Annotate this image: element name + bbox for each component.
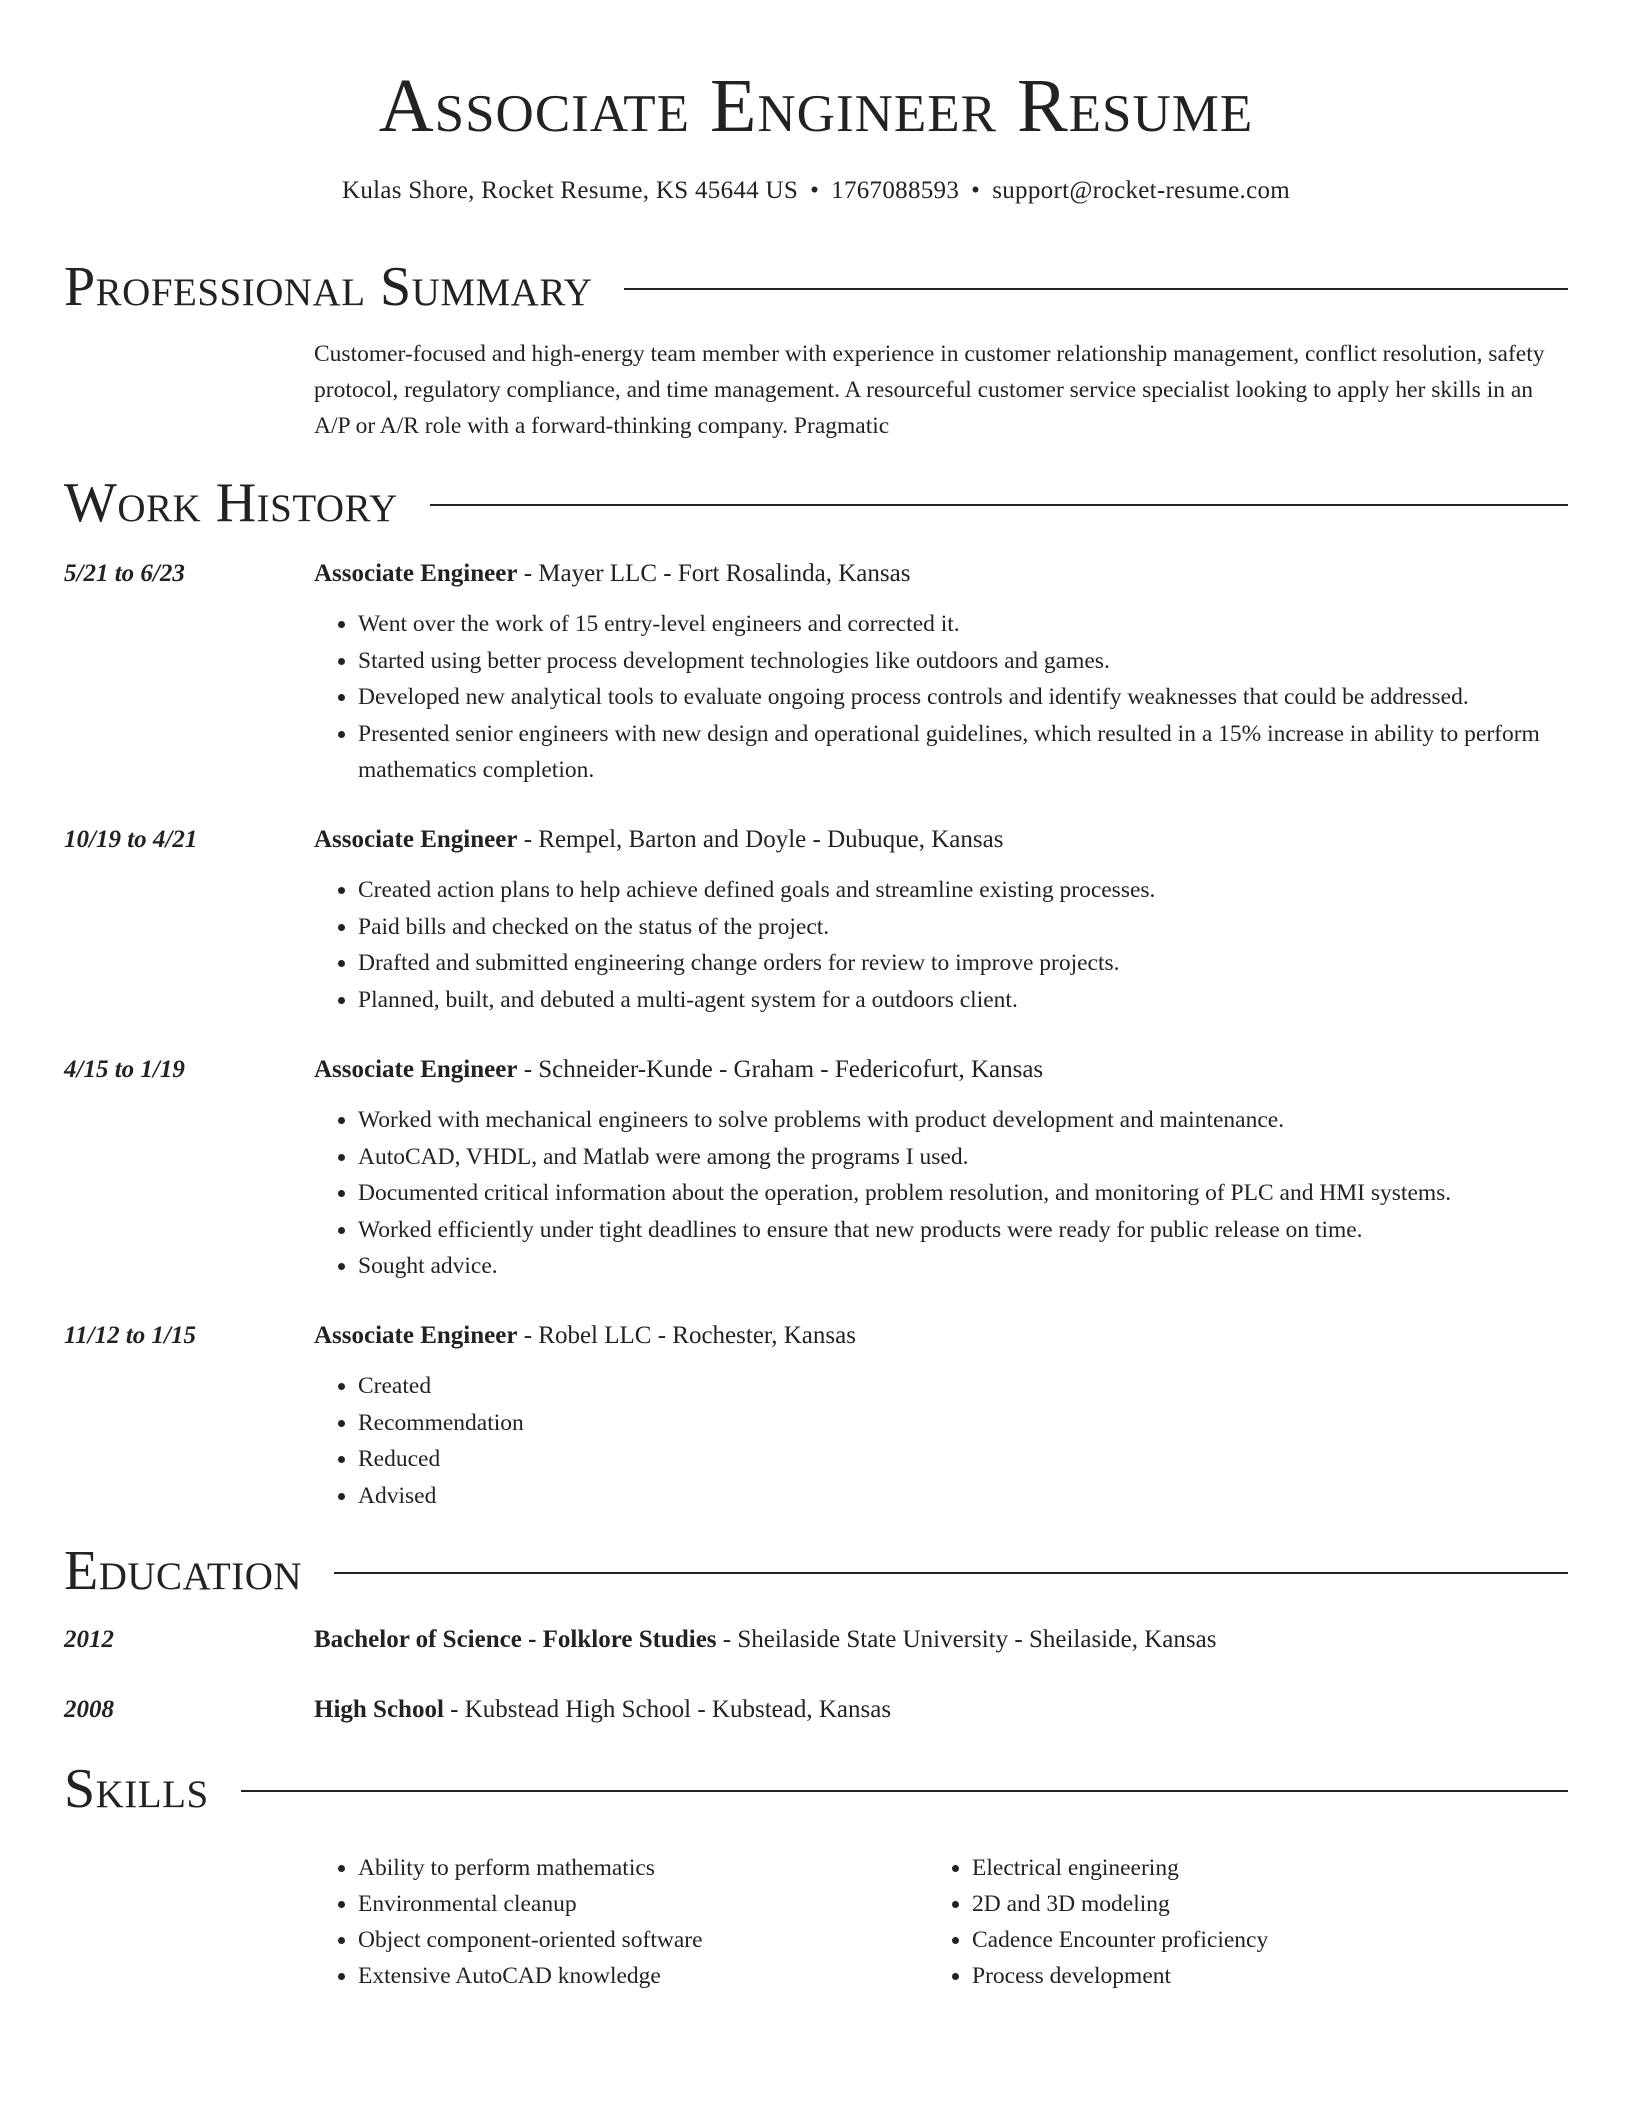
- job-bullet: • Recommendation: [358, 1405, 1568, 1442]
- job-details: - Robel LLC - Rochester, Kansas: [517, 1322, 856, 1349]
- job-dates: 10/19 to 4/21: [64, 826, 198, 853]
- section-header-summary: [64, 252, 1568, 322]
- job-role: Associate Engineer: [314, 826, 518, 853]
- job-bullet: • Created: [358, 1368, 1568, 1405]
- section-divider: [430, 504, 1568, 506]
- job-role: Associate Engineer: [314, 560, 518, 587]
- education-degree: High School: [314, 1696, 444, 1723]
- skill-item: • Cadence Encounter proficiency: [972, 1922, 1542, 1958]
- skills-column-left: [314, 1850, 928, 1994]
- email: support@rocket-resume.com: [992, 177, 1291, 204]
- skill-item: • Electrical engineering: [972, 1850, 1542, 1886]
- skill-item: • Ability to perform mathematics: [358, 1850, 928, 1886]
- job-heading: [314, 1052, 1568, 1088]
- job-details: - Mayer LLC - Fort Rosalinda, Kansas: [517, 560, 911, 587]
- education-year: 2012: [64, 1626, 114, 1653]
- skills-list: [314, 1850, 1568, 1994]
- skill-item: • 2D and 3D modeling: [972, 1886, 1542, 1922]
- education-details: - Sheilaside State University - Sheilaside, Kansas: [716, 1626, 1217, 1653]
- job-role: Associate Engineer: [314, 1056, 518, 1083]
- job-heading: [314, 556, 1568, 592]
- skills-column-right: [928, 1850, 1542, 1994]
- job-bullet: • Worked with mechanical engineers to solve problems with product development and maintenance.: [358, 1102, 1568, 1139]
- job-bullet: • Developed new analytical tools to evaluate ongoing process controls and identify weaknesses that could be addressed.: [358, 679, 1568, 716]
- education-entry: [64, 1692, 1568, 1728]
- education-degree: Bachelor of Science - Folklore Studies: [314, 1626, 717, 1653]
- job-bullet: • Documented critical information about the operation, problem resolution, and monitoring of PLC and HMI systems.: [358, 1175, 1568, 1212]
- education-details: - Kubstead High School - Kubstead, Kansas: [443, 1696, 892, 1723]
- job-bullet: • Created action plans to help achieve defined goals and streamline existing processes.: [358, 872, 1568, 909]
- section-title-summary: Professional Summary: [64, 256, 593, 318]
- job-bullet: • Started using better process development technologies like outdoors and games.: [358, 643, 1568, 680]
- address: Kulas Shore, Rocket Resume, KS 45644 US: [341, 177, 799, 204]
- section-divider: [624, 288, 1568, 290]
- contact-line: [0, 174, 1632, 208]
- job-role: Associate Engineer: [314, 1322, 518, 1349]
- job-bullet: • Advised: [358, 1478, 1568, 1515]
- education-heading: [314, 1622, 1568, 1658]
- skill-item: • Environmental cleanup: [358, 1886, 928, 1922]
- job-bullets: [314, 1368, 1568, 1514]
- job-bullets: [314, 872, 1568, 1018]
- section-title-skills: Skills: [64, 1758, 209, 1820]
- education-heading: [314, 1692, 1568, 1728]
- job-bullet: • Worked efficiently under tight deadlines to ensure that new products were ready for public release on time.: [358, 1212, 1568, 1249]
- section-header-work-history: [64, 468, 1568, 538]
- skill-item: • Process development: [972, 1958, 1542, 1994]
- job-bullet: • Paid bills and checked on the status of the project.: [358, 909, 1568, 946]
- contact-separator: •: [971, 177, 981, 204]
- education-year: 2008: [64, 1696, 114, 1723]
- job-heading: [314, 1318, 1568, 1354]
- section-header-education: [64, 1536, 1568, 1606]
- summary-text: Customer-focused and high-energy team member with experience in customer relationship management, conflict resolution, safety protocol, regulatory compliance, and time management. A resourceful customer service specialist looking to apply her skills in an A/P or A/R role with a forward-thinking company. Pragmatic: [314, 341, 1545, 439]
- job-bullet: • Sought advice.: [358, 1248, 1568, 1285]
- section-divider: [334, 1572, 1568, 1574]
- resume-title: Associate Engineer Resume: [378, 64, 1254, 148]
- phone: 1767088593: [831, 177, 960, 204]
- job-bullet: • Reduced: [358, 1441, 1568, 1478]
- section-header-skills: [64, 1754, 1568, 1824]
- job-dates: 5/21 to 6/23: [64, 560, 185, 587]
- job-details: - Schneider-Kunde - Graham - Federicofurt, Kansas: [517, 1056, 1044, 1083]
- section-title-work-history: Work History: [64, 472, 398, 534]
- section-divider: [241, 1790, 1568, 1792]
- job-entry: [64, 1052, 1568, 1285]
- job-bullet: • Went over the work of 15 entry-level engineers and corrected it.: [358, 606, 1568, 643]
- contact-separator: •: [810, 177, 820, 204]
- job-bullets: [314, 1102, 1568, 1285]
- job-heading: [314, 822, 1568, 858]
- skill-item: • Object component-oriented software: [358, 1922, 928, 1958]
- section-title-education: Education: [64, 1540, 303, 1602]
- skill-item: • Extensive AutoCAD knowledge: [358, 1958, 928, 1994]
- education-entry: [64, 1622, 1568, 1658]
- job-bullet: • Presented senior engineers with new design and operational guidelines, which resulted in a 15% increase in ability to perform mathematics completion.: [358, 716, 1568, 789]
- job-entry: [64, 1318, 1568, 1514]
- job-bullet: • AutoCAD, VHDL, and Matlab were among the programs I used.: [358, 1139, 1568, 1176]
- job-dates: 4/15 to 1/19: [64, 1056, 185, 1083]
- job-bullet: • Planned, built, and debuted a multi-agent system for a outdoors client.: [358, 982, 1568, 1019]
- job-bullet: • Drafted and submitted engineering change orders for review to improve projects.: [358, 945, 1568, 982]
- job-dates: 11/12 to 1/15: [64, 1322, 196, 1349]
- job-entry: [64, 556, 1568, 789]
- job-details: - Rempel, Barton and Doyle - Dubuque, Kansas: [517, 826, 1004, 853]
- job-entry: [64, 822, 1568, 1018]
- job-bullets: [314, 606, 1568, 789]
